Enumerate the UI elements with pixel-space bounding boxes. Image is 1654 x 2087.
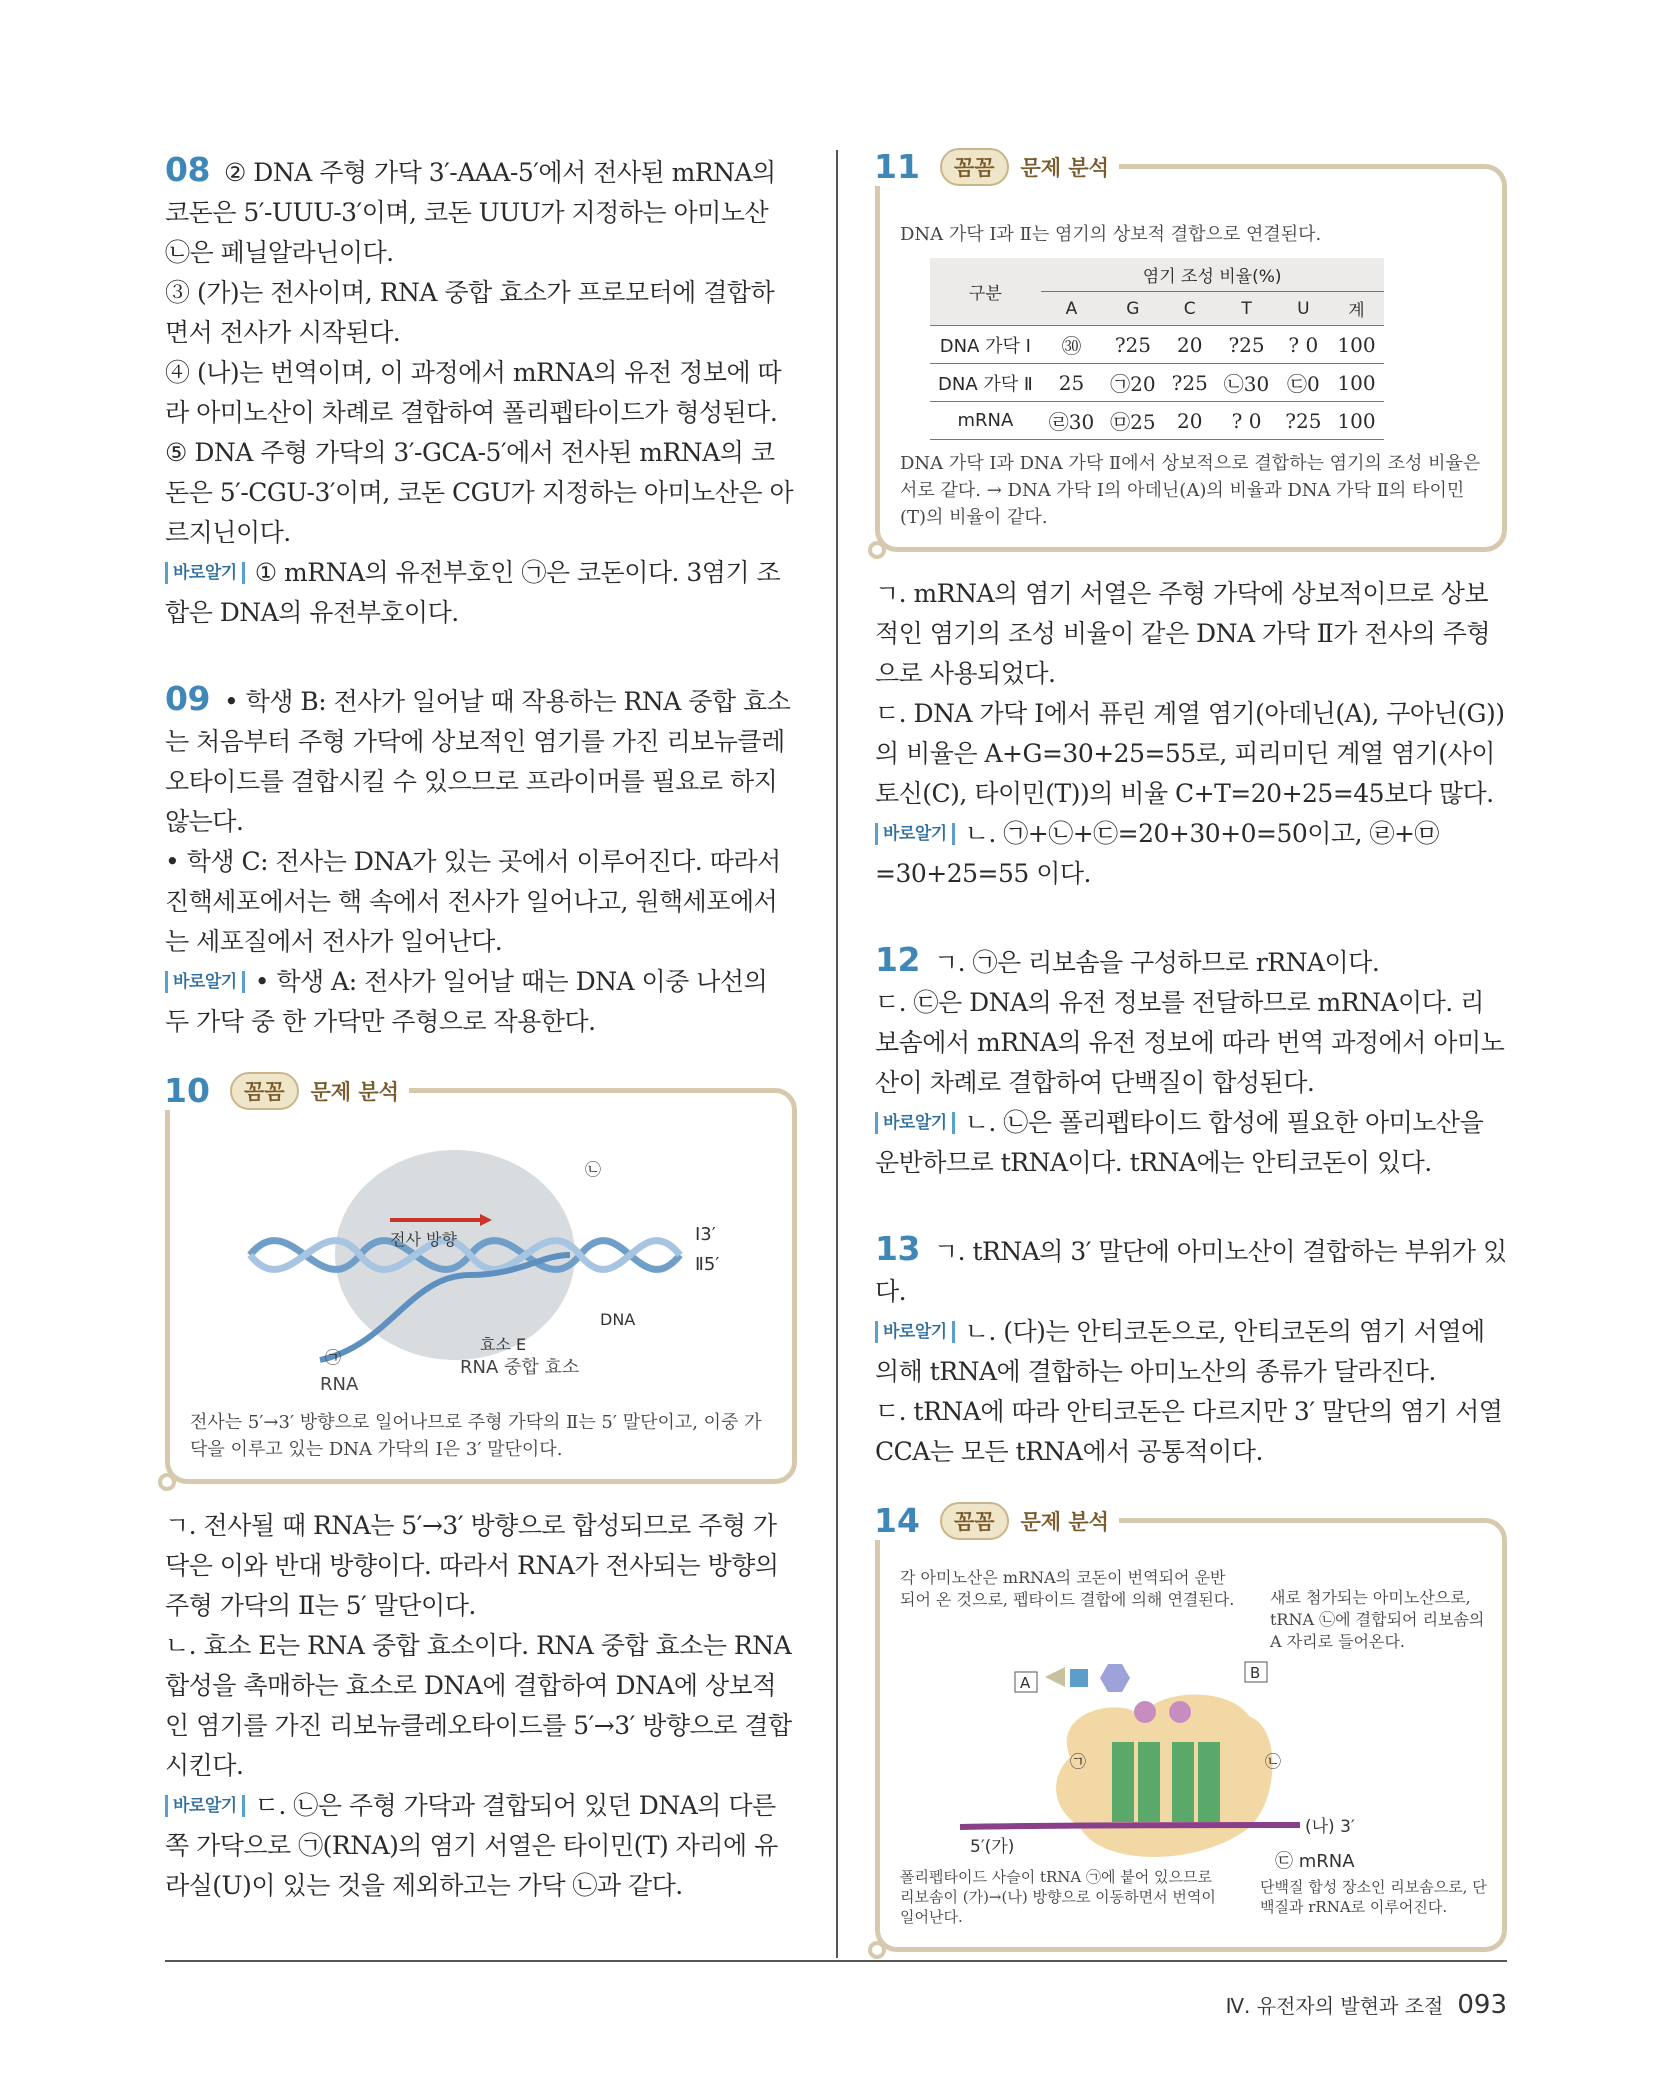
group-header: 구분 (930, 258, 1041, 326)
analysis-label: 문제 분석 (1020, 1509, 1109, 1534)
ribosome-shape (1056, 1695, 1272, 1858)
mrna-label: ㉢ mRNA (1275, 1851, 1355, 1872)
col-header: G (1102, 292, 1163, 326)
answer-11 (874, 147, 1507, 894)
question-number: 11 (874, 147, 920, 186)
answer-line: ㄴ. 효소 E는 RNA 중합 효소이다. RNA 중합 효소는 RNA 합성을 촉매하는 효소로 DNA에 결합하여 DNA에 상보적인 염기를 가진 리보뉴클레오타이드를 5′→3′ 방향으로 결합시킨다. (165, 1631, 792, 1780)
amino-acid-3 (1100, 1664, 1130, 1692)
note-bottom-left: 폴리펩타이드 사슬이 tRNA ㉠에 붙어 있으므로 리보솜이 (가)→(나) 방향으로 이동하면서 번역이 일어난다. (900, 1868, 1216, 1926)
question-number: 13 (875, 1229, 920, 1268)
direction-label: 전사 방향 (390, 1230, 457, 1249)
amino-acid-1 (1045, 1667, 1065, 1687)
answer-line: ③ (가)는 전사이며, RNA 중합 효소가 프로모터에 결합하면서 전사가 시작된다. (165, 278, 775, 347)
answer-09 (165, 679, 797, 1042)
note-bottom: DNA 가닥 Ⅰ과 DNA 가닥 Ⅱ에서 상보적으로 결합하는 염기의 조성 비율은 서로 같다. → DNA 가닥 Ⅰ의 아데닌(A)의 비율과 DNA 가닥 Ⅱ의 타이민(T)의 비율이 같다. (900, 453, 1481, 528)
question-number: 14 (874, 1501, 920, 1540)
box-corner-dot (868, 1941, 886, 1959)
correction-text: ㄷ. ㉡은 주형 가닥과 결합되어 있던 DNA의 다른 쪽 가닥으로 ㉠(RNA)의 염기 서열은 타이민(T) 자리에 유라실(U)이 있는 것을 제외하고는 가닥 ㉡과 같다. (165, 1791, 778, 1900)
enzyme-label: 효소 E (480, 1335, 527, 1354)
page-number: 093 (1457, 1990, 1507, 2020)
correction-tag: 바로알기 (165, 562, 245, 584)
transcription-diagram (190, 1145, 770, 1405)
note-left: 각 아미노산은 mRNA의 코돈이 번역되어 운반되어 온 것으로, 펩타이드 결합에 의해 연결된다. (900, 1568, 1235, 1609)
answer-12 (875, 940, 1507, 1183)
answer-line: • 학생 C: 전사는 DNA가 있는 곳에서 이루어진다. 따라서 진핵세포에서는 핵 속에서 전사가 일어나고, 원핵세포에서는 세포질에서 전사가 일어난다. (165, 847, 781, 956)
answer-line: ㄱ. tRNA의 3′ 말단에 아미노산이 결합하는 부위가 있다. (875, 1237, 1507, 1306)
correction-text: ㄴ. (다)는 안티코돈으로, 안티코돈의 염기 서열에 의해 tRNA에 결합하는 아미노산의 종류가 달라진다. (875, 1317, 1485, 1386)
answer-10 (164, 1071, 797, 1906)
left-column (165, 150, 797, 1952)
mark-1: ㉠ (1070, 1752, 1087, 1771)
mark-2: ㉡ (1265, 1752, 1282, 1771)
question-number: 09 (165, 679, 210, 718)
ggumggum-badge: 꼼꼼 (940, 1502, 1009, 1540)
col-header: T (1216, 292, 1277, 326)
rna-label: RNA (320, 1374, 359, 1395)
correction-text: ㄴ. ㉡은 폴리펩타이드 합성에 필요한 아미노산을 운반하므로 tRNA이다. tRNA에는 안티코돈이 있다. (875, 1108, 1484, 1177)
analysis-box (164, 1071, 797, 1484)
trna-1 (1112, 1742, 1134, 1822)
amino-acid-attached-2 (1169, 1701, 1191, 1723)
base-composition-table (930, 258, 1384, 440)
label-a: A (1020, 1674, 1031, 1692)
enzyme-sub-label: RNA 중합 효소 (460, 1357, 580, 1378)
question-number: 10 (164, 1071, 210, 1110)
answer-14 (874, 1501, 1507, 1952)
analysis-label: 문제 분석 (1020, 155, 1109, 180)
analysis-box (874, 1501, 1507, 1952)
correction-text: ① mRNA의 유전부호인 ㉠은 코돈이다. 3염기 조합은 DNA의 유전부호이다. (165, 558, 781, 627)
amino-acid-2 (1070, 1669, 1088, 1687)
label-l: ㉡ (585, 1160, 602, 1179)
col-header: A (1041, 292, 1102, 326)
table-row: DNA 가닥 Ⅰ ㉚ ?25 20 ?25 ? 0 100 (930, 326, 1384, 364)
box-corner-dot (868, 541, 886, 559)
mrna-strand (960, 1825, 1300, 1827)
box-corner-dot (158, 1473, 176, 1491)
correction-tag: 바로알기 (165, 971, 245, 993)
correction-text: • 학생 A: 전사가 일어날 때는 DNA 이중 나선의 두 가닥 중 한 가닥만 주형으로 작용한다. (165, 967, 768, 1036)
right-column (874, 147, 1507, 1998)
table-row: DNA 가닥 Ⅱ 25 ㉠20 ?25 ㉡30 ㉢0 100 (930, 364, 1384, 402)
correction-text: ㄴ. ㉠+㉡+㉢=20+30+0=50이고, ㉣+㉤=30+25=55 이다. (875, 819, 1439, 888)
col-header: U (1277, 292, 1329, 326)
column-divider (836, 150, 838, 1958)
page-footer (1226, 1990, 1507, 2020)
answer-line: ㄷ. tRNA에 따라 안티코돈은 다르지만 3′ 말단의 염기 서열 CCA는 모든 tRNA에서 공통적이다. (875, 1397, 1503, 1466)
translation-diagram (900, 1567, 1490, 1927)
rna-mark-label: ㉠ (325, 1348, 342, 1367)
chapter-title: Ⅳ. 유전자의 발현과 조절 (1225, 1994, 1444, 2018)
answer-line: • 학생 B: 전사가 일어날 때 작용하는 RNA 중합 효소는 처음부터 주형 가닥에 상보적인 염기를 가진 리보뉴클레오타이드를 결합시킬 수 있으므로 프라이머를 필요로 하지 않는다. (165, 687, 791, 836)
answer-line: ㄱ. mRNA의 염기 서열은 주형 가닥에 상보적이므로 상보적인 염기의 조성 비율이 같은 DNA 가닥 Ⅱ가 전사의 주형으로 사용되었다. (875, 579, 1490, 688)
trna-2 (1172, 1742, 1194, 1822)
table-row: mRNA ㉣30 ㉤25 20 ? 0 ?25 100 (930, 402, 1384, 440)
end-5-label: 5′(가) (970, 1837, 1015, 1857)
figure-caption: 전사는 5′→3′ 방향으로 일어나므로 주형 가닥의 Ⅱ는 5′ 말단이고, 이중 가닥을 이루고 있는 DNA 가닥의 Ⅰ은 3′ 말단이다. (190, 1412, 762, 1460)
label-b: B (1250, 1664, 1261, 1682)
answer-line: ② DNA 주형 가닥 3′-AAA-5′에서 전사된 mRNA의 코돈은 5′-UUU-3′이며, 코돈 UUU가 지정하는 아미노산 ㉡은 페닐알라닌이다. (165, 158, 776, 267)
trna-2b (1198, 1742, 1220, 1822)
answer-line: ㄱ. ㉠은 리보솜을 구성하므로 rRNA이다. (933, 948, 1380, 977)
col-header: 계 (1329, 292, 1383, 326)
strand-2-label: Ⅱ5′ (695, 1254, 720, 1275)
col-header: C (1164, 292, 1216, 326)
strand-1-label: Ⅰ3′ (695, 1224, 716, 1245)
answer-line: ㄷ. DNA 가닥 Ⅰ에서 퓨린 계열 염기(아데닌(A), 구아닌(G))의 비율은 A+G=30+25=55로, 피리미딘 계열 염기(사이토신(C), 타이민(T))의 비율 C+T=20+25=45보다 많다. (875, 699, 1505, 808)
question-number: 12 (875, 940, 920, 979)
super-header: 염기 조성 비율(%) (1041, 258, 1384, 292)
end-3-label: (나) 3′ (1305, 1817, 1355, 1837)
note-right: 새로 첨가되는 아미노산으로, tRNA ㉡에 결합되어 리보솜의 A 자리로 들어온다. (1270, 1588, 1485, 1651)
answer-line: ⑤ DNA 주형 가닥의 3′-GCA-5′에서 전사된 mRNA의 코돈은 5′-CGU-3′이며, 코돈 CGU가 지정하는 아미노산은 아르지닌이다. (165, 438, 794, 547)
amino-acid-attached-1 (1134, 1701, 1156, 1723)
answer-line: ㄱ. 전사될 때 RNA는 5′→3′ 방향으로 합성되므로 주형 가닥은 이와 반대 방향이다. 따라서 RNA가 전사되는 방향의 주형 가닥의 Ⅱ는 5′ 말단이다. (165, 1511, 779, 1620)
correction-tag: 바로알기 (875, 1321, 955, 1343)
ggumggum-badge: 꼼꼼 (940, 148, 1009, 186)
answer-13 (875, 1229, 1507, 1472)
ggumggum-badge: 꼼꼼 (230, 1072, 299, 1110)
analysis-label: 문제 분석 (310, 1079, 399, 1104)
answer-08 (165, 150, 797, 633)
dna-label: DNA (600, 1310, 636, 1329)
trna-1b (1138, 1742, 1160, 1822)
note-top: DNA 가닥 Ⅰ과 Ⅱ는 염기의 상보적 결합으로 연결된다. (900, 224, 1322, 245)
analysis-box (874, 147, 1507, 552)
question-number: 08 (165, 150, 210, 189)
rna-polymerase-shape (335, 1150, 575, 1360)
answer-line: ④ (나)는 번역이며, 이 과정에서 mRNA의 유전 정보에 따라 아미노산이 차례로 결합하여 폴리펩타이드가 형성된다. (165, 358, 782, 427)
correction-tag: 바로알기 (165, 1795, 245, 1817)
answer-line: ㄷ. ㉢은 DNA의 유전 정보를 전달하므로 mRNA이다. 리보솜에서 mRNA의 유전 정보에 따라 번역 과정에서 아미노산이 차례로 결합하여 단백질이 합성된다. (875, 988, 1505, 1097)
note-bottom-right: 단백질 합성 장소인 리보솜으로, 단백질과 rRNA로 이루어진다. (1260, 1878, 1487, 1916)
correction-tag: 바로알기 (875, 823, 955, 845)
correction-tag: 바로알기 (875, 1112, 955, 1134)
